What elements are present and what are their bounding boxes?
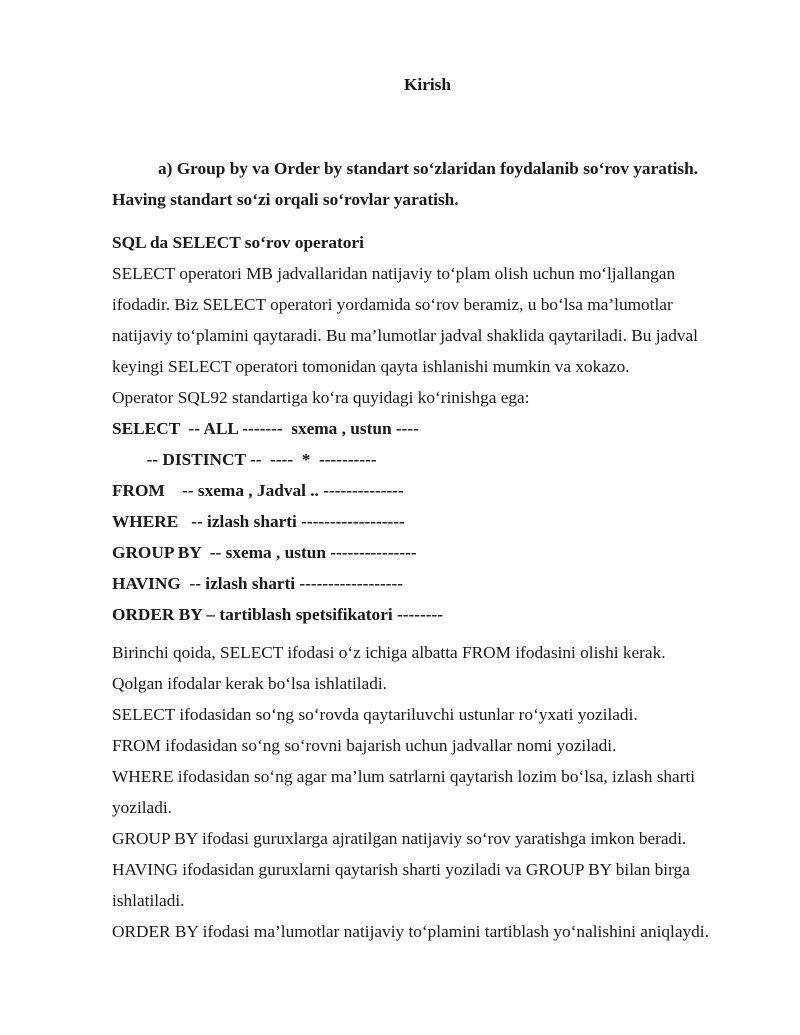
syntax-line-order-by: ORDER BY – tartiblash spetsifikatori -------- xyxy=(112,605,444,624)
explanation-line-2: Qolgan ifodalar kerak bo‘lsa ishlatiladi. xyxy=(112,674,387,693)
explanation-line-5: WHERE ifodasidan so‘ng agar ma’lum satrlarni qaytarish lozim bo‘lsa, izlash sharti xyxy=(112,767,696,786)
syntax-line-from: FROM -- sxema , Jadval .. -------------- xyxy=(112,481,404,500)
explanation-line-3: SELECT ifodasidan so‘ng so‘rovda qaytariluvchi ustunlar ro‘yxati yoziladi. xyxy=(112,705,638,724)
syntax-intro: Operator SQL92 standartiga ko‘ra quyidagi ko‘rinishga ega: xyxy=(112,388,530,407)
intro-paragraph-line-4: keyingi SELECT operatori tomonidan qayta ishlanishi mumkin va xokazo. xyxy=(112,357,630,376)
section-heading-line-1: a) Group by va Order by standart so‘zlaridan foydalanib so‘rov yaratish. xyxy=(158,159,699,178)
intro-paragraph-line-2: ifodadir. Biz SELECT operatori yordamida so‘rov beramiz, u bo‘lsa ma’lumotlar xyxy=(112,295,673,314)
page-title: Kirish xyxy=(403,75,452,94)
explanation-line-6: yoziladi. xyxy=(112,798,172,817)
explanation-line-8: HAVING ifodasidan guruxlarni qaytarish sharti yoziladi va GROUP BY bilan birga xyxy=(112,860,690,879)
intro-paragraph-line-1: SELECT operatori MB jadvallaridan natijaviy to‘plam olish uchun mo‘ljallangan xyxy=(112,264,676,283)
explanation-line-1: Birinchi qoida, SELECT ifodasi o‘z ichiga albatta FROM ifodasini olishi kerak. xyxy=(112,643,666,662)
syntax-line-where: WHERE -- izlash sharti ------------------ xyxy=(112,512,405,531)
subheading: SQL da SELECT so‘rov operatori xyxy=(112,233,364,252)
section-heading-line-2: Having standart so‘zi orqali so‘rovlar yaratish. xyxy=(112,190,459,209)
syntax-line-group-by: GROUP BY -- sxema , ustun --------------- xyxy=(112,543,417,562)
explanation-line-9: ishlatiladi. xyxy=(112,891,185,910)
syntax-line-distinct: -- DISTINCT -- ---- * ---------- xyxy=(112,450,377,469)
explanation-line-4: FROM ifodasidan so‘ng so‘rovni bajarish uchun jadvallar nomi yoziladi. xyxy=(112,736,617,755)
syntax-line-select: SELECT -- ALL ------- sxema , ustun ---- xyxy=(112,419,419,438)
intro-paragraph-line-3: natijaviy to‘plamini qaytaradi. Bu ma’lumotlar jadval shaklida qaytariladi. Bu jadval xyxy=(112,326,698,345)
explanation-line-10: ORDER BY ifodasi ma’lumotlar natijaviy to‘plamini tartiblash yo‘nalishini aniqlaydi. xyxy=(112,922,709,941)
explanation-line-7: GROUP BY ifodasi guruxlarga ajratilgan natijaviy so‘rov yaratishga imkon beradi. xyxy=(112,829,687,848)
syntax-line-having: HAVING -- izlash sharti ------------------ xyxy=(112,574,403,593)
